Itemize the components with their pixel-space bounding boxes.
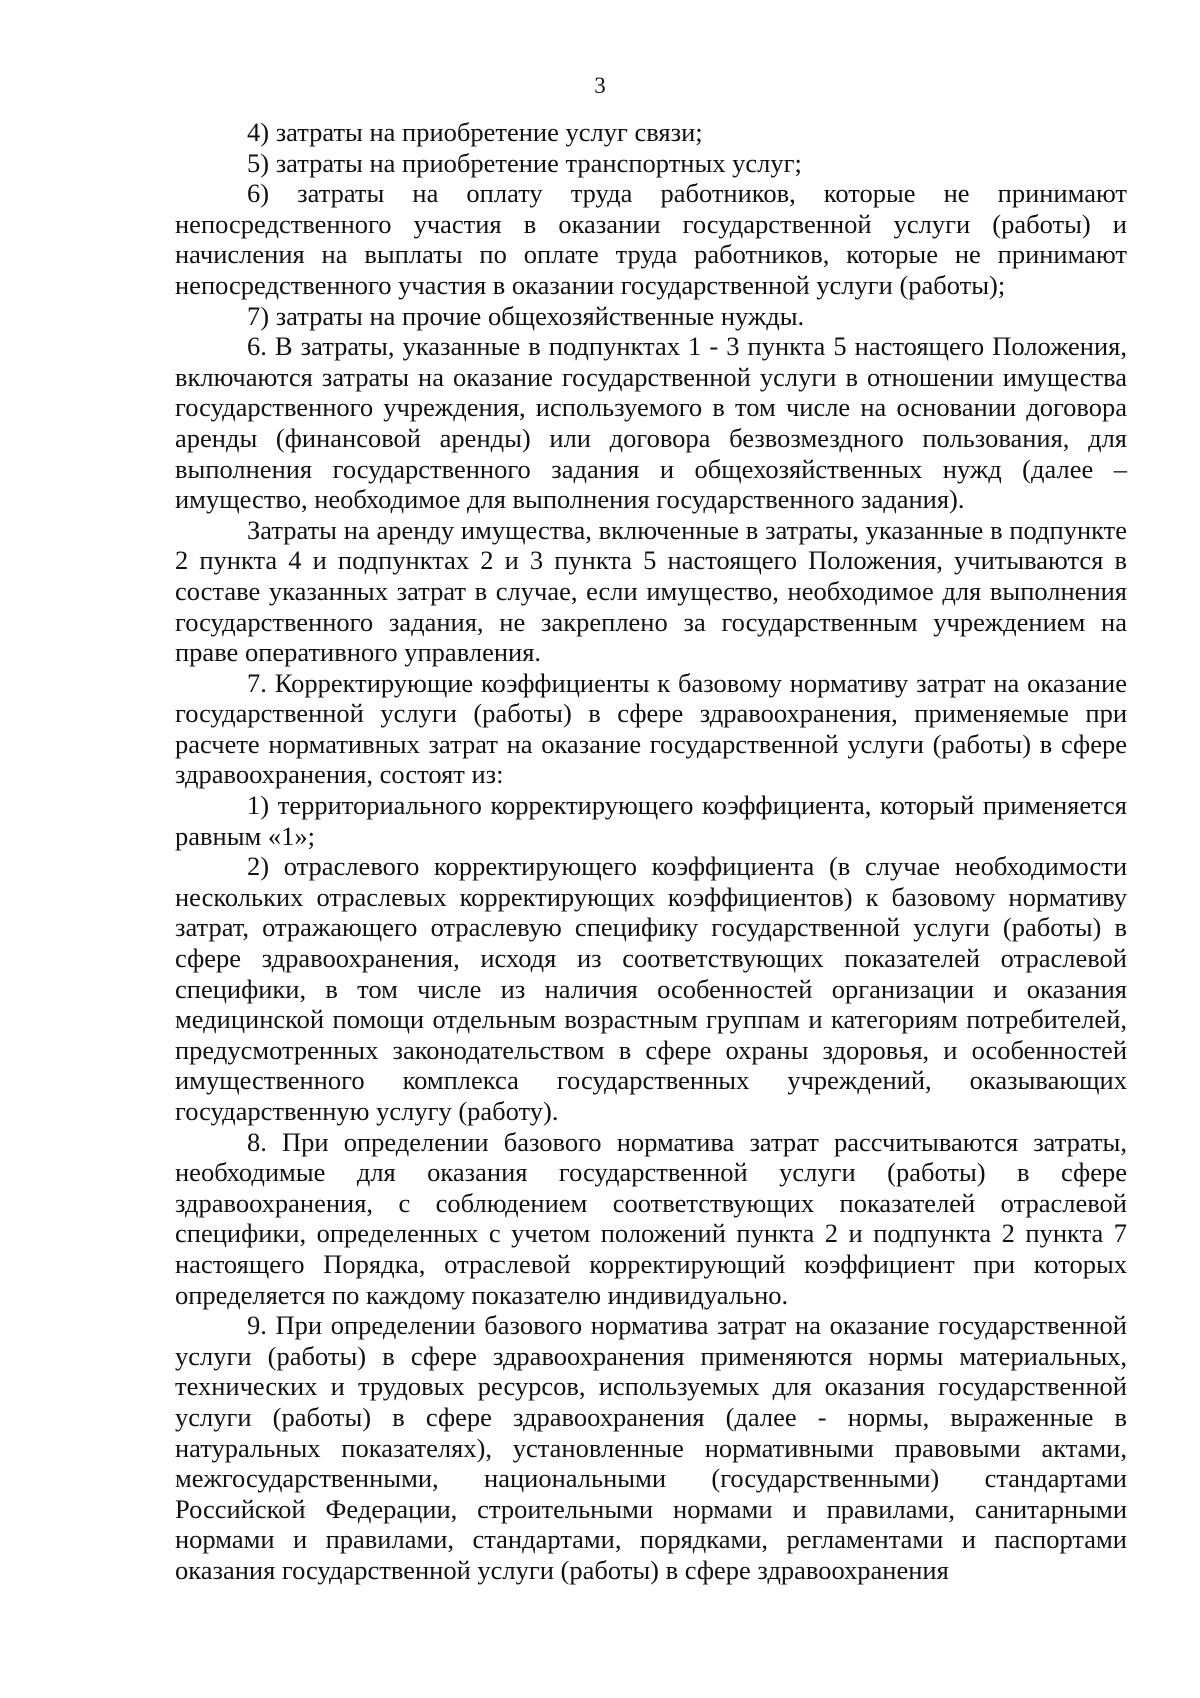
paragraph-rent-costs: Затраты на аренду имущества, включенные в затраты, указанные в подпункте 2 пункта 4 и подпунктах 2 и 3 пункта 5 настоящего Положения, учитываются в составе указанных затрат в случае, если имущество, необходимое для выполнения государственного задания, не закреплено за государственным учреждением на праве оперативного управления. [175, 514, 1127, 668]
paragraph-industry-coefficient: 2) отраслевого корректирующего коэффициента (в случае необходимости нескольких отраслевых корректирующих коэффициентов) к базовому нормативу затрат, отражающего отраслевую специфику государственной услуги (работы) в сфере здравоохранения, исходя из соответствующих показателей отраслевой специфики, в том числе из наличия особенностей организации и оказания медицинской помощи отдельным возрастным группам и категориям потребителей, предусмотренных законодательством в сфере охраны здоровья, и особенностей имущественного комплекса государственных учреждений, оказывающих государственную услугу (работу). [175, 851, 1127, 1126]
paragraph-territorial-coefficient: 1) территориального корректирующего коэффициента, который применяется равным «1»; [175, 790, 1127, 851]
paragraph-clause-7: 7. Корректирующие коэффициенты к базовому нормативу затрат на оказание государственной услуги (работы) в сфере здравоохранения, применяемые при расчете нормативных затрат на оказание государственной услуги (работы) в сфере здравоохранения, состоят из: [175, 667, 1127, 790]
paragraph-item-5-transport-costs: 5) затраты на приобретение транспортных услуг; [247, 147, 802, 178]
paragraph-item-4-communication-costs: 4) затраты на приобретение услуг связи; [247, 117, 703, 147]
document-body [175, 117, 1127, 1586]
paragraph-clause-6: 6. В затраты, указанные в подпунктах 1 - 3 пункта 5 настоящего Положения, включаются затраты на оказание государственной услуги в отношении имущества государственного учреждения, используемого в том числе на основании договора аренды (финансовой аренды) или договора безвозмездного пользования, для выполнения государственного задания и общехозяйственных нужд (далее – имущество, необходимое для выполнения государственного задания). [175, 331, 1127, 515]
paragraph-clause-8: 8. При определении базового норматива затрат рассчитываются затраты, необходимые для оказания государственной услуги (работы) в сфере здравоохранения, с соблюдением соответствующих показателей отраслевой специфики, определенных с учетом положений пункта 2 и подпункта 2 пункта 7 настоящего Порядка, отраслевой корректирующий коэффициент при которых определяется по каждому показателю индивидуально. [175, 1126, 1127, 1310]
paragraph-item-6-labor-costs: 6) затраты на оплату труда работников, которые не принимают непосредственного участия в оказании государственной услуги (работы) и начисления на выплаты по оплате труда работников, которые не принимают непосредственного участия в оказании государственной услуги (работы); [175, 178, 1127, 300]
paragraph-clause-9: 9. При определении базового норматива затрат на оказание государственной услуги (работы) в сфере здравоохранения применяются нормы материальных, технических и трудовых ресурсов, используемых для оказания государственной услуги (работы) в сфере здравоохранения (далее - нормы, выраженные в натуральных показателях), установленные нормативными правовыми актами, межгосударственными, национальными (государственными) стандартами Российской Федерации, строительными нормами и правилами, санитарными нормами и правилами, стандартами, порядками, регламентами и паспортами оказания государственной услуги (работы) в сфере здравоохранения [175, 1310, 1127, 1585]
page-number: 3 [594, 73, 606, 98]
paragraph-item-7-general-needs: 7) затраты на прочие общехозяйственные нужды. [247, 300, 805, 331]
